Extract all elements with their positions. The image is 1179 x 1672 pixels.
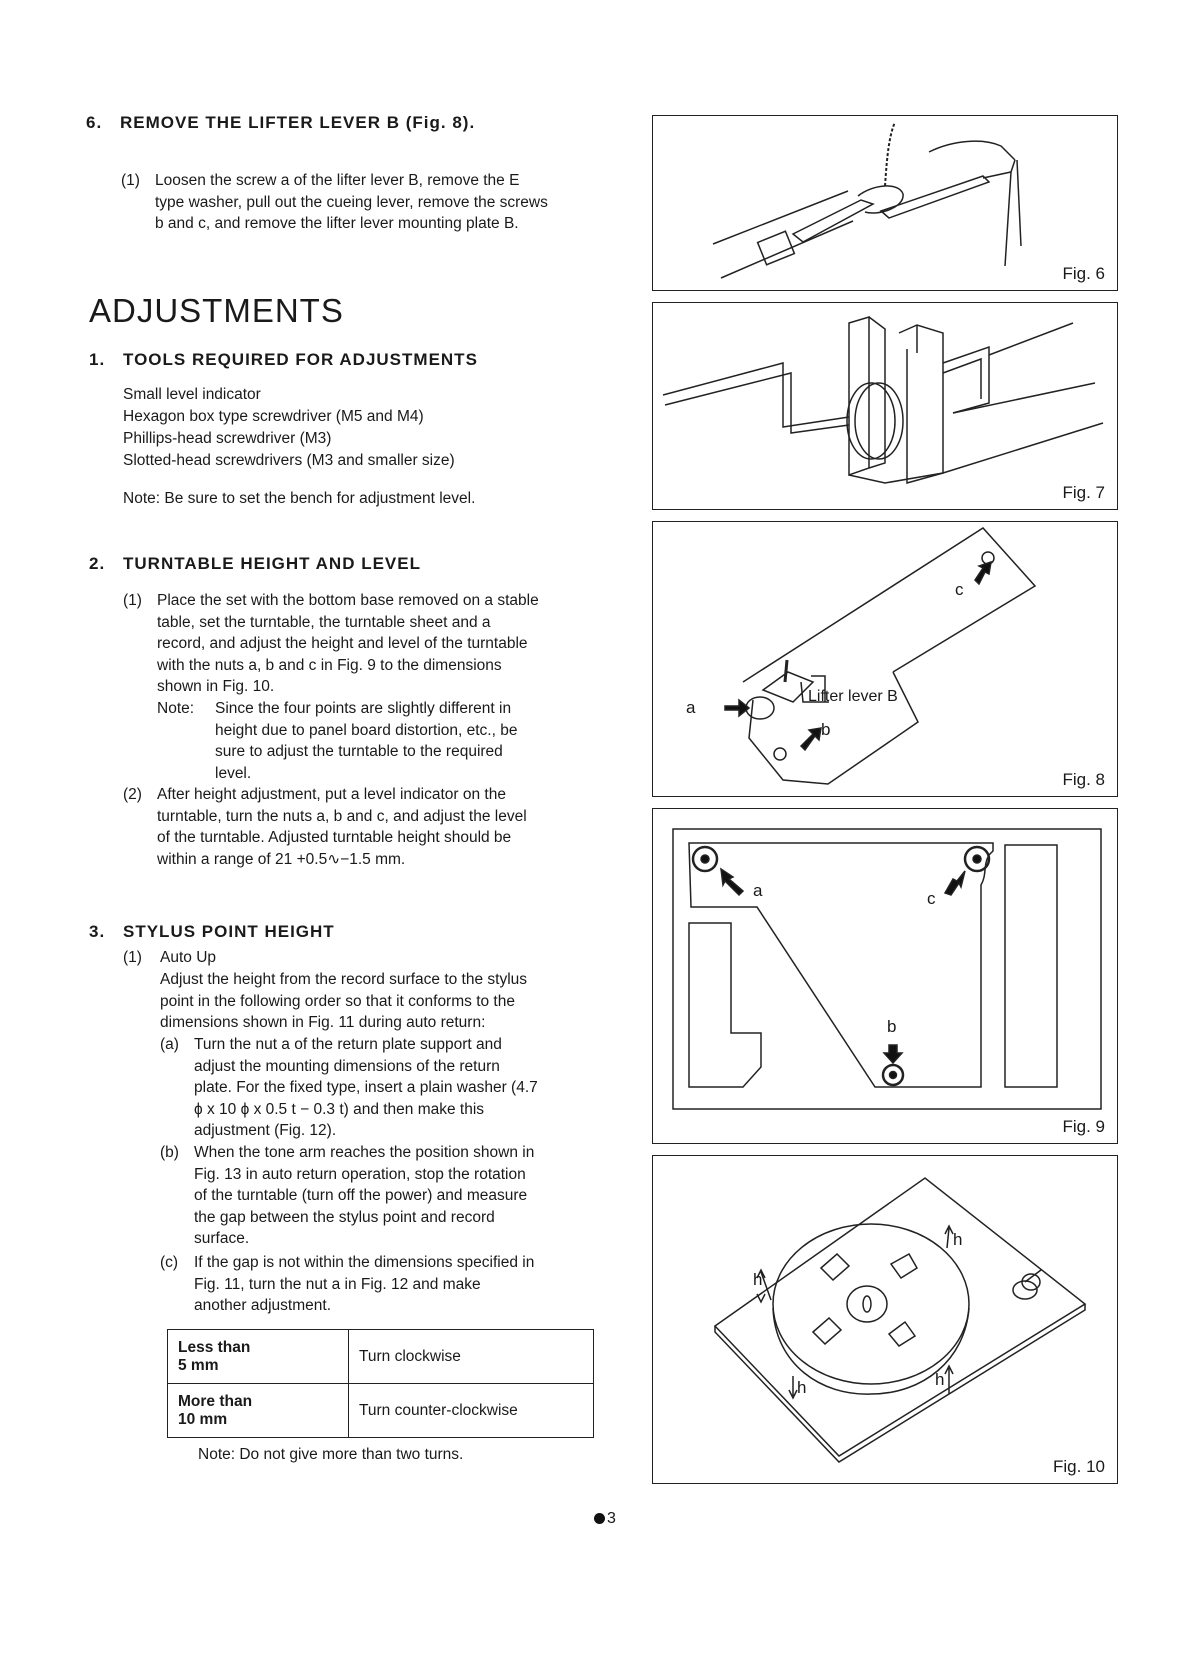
- page-number: [594, 1510, 616, 1528]
- condition-line: Less than: [178, 1338, 251, 1356]
- table-row: [168, 1330, 594, 1384]
- text-line: the gap between the stylus point and record: [194, 1208, 495, 1226]
- fig10-h-label: h: [797, 1378, 807, 1397]
- text-line: Fig. 11, turn the nut a in Fig. 12 and make: [194, 1275, 481, 1293]
- figure-8: [652, 521, 1118, 797]
- sec3-a-text: [194, 1034, 592, 1142]
- fig9-arrow-b: [884, 1045, 902, 1063]
- fig8-label-b: b: [821, 720, 831, 739]
- text-line: another adjustment.: [194, 1297, 332, 1314]
- table-cell-action: Turn counter-clockwise: [349, 1384, 594, 1438]
- text-line: table, set the turntable, the turntable sheet and a: [157, 613, 491, 631]
- sec3-item1-title: Auto Up: [160, 949, 217, 966]
- tool-item: Small level indicator: [123, 386, 261, 403]
- step6-number: 6.: [86, 113, 103, 132]
- fig6-label: Fig. 6: [1062, 264, 1105, 283]
- text-line: level.: [215, 764, 252, 782]
- text-line: Loosen the screw a of the lifter lever B, remove the E: [155, 172, 520, 189]
- step6-item-label: (1): [121, 172, 140, 189]
- text-line: dimensions shown in Fig. 11 during auto return:: [160, 1014, 486, 1031]
- tool-item: Slotted-head screwdrivers (M3 and smaller size): [123, 452, 455, 469]
- text-line: When the tone arm reaches the position shown in: [194, 1144, 535, 1161]
- text-line: record, and adjust the height and level of the turntable: [157, 635, 528, 652]
- fig9-label: Fig. 9: [1062, 1117, 1105, 1136]
- tool-item: Phillips-head screwdriver (M3): [123, 430, 332, 447]
- text-line: within a range of 21 +0.5∿−1.5 mm.: [157, 850, 406, 868]
- fig8-label-c: c: [955, 580, 964, 599]
- tool-item: Hexagon box type screwdriver (M5 and M4): [123, 408, 424, 425]
- fig10-h-label: h: [753, 1270, 763, 1289]
- table-cell-condition: [168, 1384, 349, 1438]
- text-line: turntable, turn the nuts a, b and c, and adjust the level: [157, 807, 527, 825]
- step6-title: REMOVE THE LIFTER LEVER B (Fig. 8).: [120, 113, 476, 132]
- fig8-drawing: [653, 522, 1119, 798]
- fig9-nut-a: [693, 847, 717, 871]
- figure-7: [652, 302, 1118, 510]
- sec3-title: STYLUS POINT HEIGHT: [123, 922, 335, 941]
- sec3-a-label: (a): [160, 1036, 179, 1053]
- text-line: with the nuts a, b and c in Fig. 9 to the dimensions: [157, 656, 502, 674]
- text-line: adjust the mounting dimensions of the return: [194, 1057, 500, 1075]
- text-line: sure to adjust the turntable to the required: [215, 743, 503, 760]
- text-line: shown in Fig. 10.: [157, 678, 275, 695]
- text-line: Since the four points are slightly different in: [215, 700, 512, 717]
- table-row: [168, 1384, 594, 1438]
- tools-list: [123, 384, 583, 472]
- sec3-number: 3.: [89, 922, 106, 941]
- text-line: ϕ x 10 ϕ x 0.5 t − 0.3 t) and then make this: [194, 1100, 485, 1118]
- fig6-drawing: [653, 116, 1119, 292]
- text-line: of the turntable (turn off the power) and measure: [194, 1187, 528, 1204]
- sec2-note-text: [215, 698, 589, 784]
- fig10-slot: [813, 1318, 841, 1344]
- fig9-label-a: a: [753, 881, 763, 900]
- fig9-drawing: [653, 809, 1119, 1145]
- sec1-number: 1.: [89, 350, 106, 369]
- fig8-arrow-b: [801, 728, 821, 750]
- text-line: If the gap is not within the dimensions specified in: [194, 1254, 535, 1271]
- text-line: Place the set with the bottom base removed on a stable: [157, 592, 539, 609]
- figure-9: [652, 808, 1118, 1144]
- sec3-b-label: (b): [160, 1144, 179, 1161]
- fig10-drawing: [653, 1156, 1119, 1485]
- fig8-arrow-a: [725, 700, 749, 716]
- condition-line: 10 mm: [178, 1410, 228, 1428]
- step6-heading: [86, 113, 475, 133]
- sec3-intro: [160, 969, 592, 1034]
- text-line: adjustment (Fig. 12).: [194, 1122, 337, 1139]
- page-number-text: 3: [607, 1510, 616, 1527]
- fig10-slot: [891, 1254, 917, 1278]
- sec3-c-label: (c): [160, 1254, 179, 1271]
- table-cell-action: Turn clockwise: [349, 1330, 594, 1384]
- sec2-item1-text: [157, 590, 589, 698]
- sec2-number: 2.: [89, 554, 106, 573]
- sec3-b-text: [194, 1142, 592, 1250]
- fig10-label: Fig. 10: [1053, 1457, 1105, 1476]
- fig10-knob: [1013, 1270, 1041, 1299]
- fig9-nut-b: [883, 1065, 903, 1085]
- fig7-label: Fig. 7: [1062, 483, 1105, 502]
- fig9-arrow-a: [721, 869, 743, 895]
- adjustments-title: ADJUSTMENTS: [89, 292, 344, 329]
- fig10-h-label: h: [935, 1370, 945, 1389]
- bullet-icon: [594, 1513, 605, 1524]
- fig9-label-b: b: [887, 1017, 897, 1036]
- fig9-nut-c: [965, 847, 989, 871]
- sec1-heading: [89, 350, 478, 370]
- adjustment-table: [167, 1329, 594, 1438]
- sec2-heading: [89, 554, 421, 574]
- sec2-item2-text: [157, 784, 589, 870]
- figure-10: [652, 1155, 1118, 1484]
- fig10-slot: [889, 1322, 915, 1346]
- condition-line: More than: [178, 1392, 253, 1410]
- text-line: height due to panel board distortion, etc., be: [215, 721, 518, 739]
- fig9-label-c: c: [927, 889, 936, 908]
- sec3-note: Note: Do not give more than two turns.: [198, 1446, 464, 1463]
- sec2-title: TURNTABLE HEIGHT AND LEVEL: [123, 554, 421, 573]
- fig9-arrow-c: [945, 871, 965, 895]
- sec1-note: Note: Be sure to set the bench for adjustment level.: [123, 490, 476, 507]
- text-line: of the turntable. Adjusted turntable height should be: [157, 829, 512, 846]
- figure-6: [652, 115, 1118, 291]
- sec2-item2-label: (2): [123, 786, 142, 803]
- step6-item-text: [155, 170, 587, 235]
- table-cell-condition: [168, 1330, 349, 1384]
- text-line: plate. For the fixed type, insert a plain washer (4.7: [194, 1079, 538, 1096]
- fig8-arrow-c: [975, 562, 991, 584]
- sec3-c-text: [194, 1252, 592, 1317]
- text-line: Turn the nut a of the return plate support and: [194, 1036, 502, 1053]
- sec2-item1-label: (1): [123, 592, 142, 609]
- text-line: point in the following order so that it conforms to the: [160, 992, 515, 1010]
- fig10-h-label: h: [953, 1230, 963, 1249]
- fig8-lifter-label: Lifter lever B: [808, 688, 898, 705]
- sec3-heading: [89, 922, 335, 942]
- text-line: type washer, pull out the cueing lever, remove the screws: [155, 193, 548, 211]
- fig8-label: Fig. 8: [1062, 770, 1105, 789]
- text-line: surface.: [194, 1230, 250, 1247]
- text-line: b and c, and remove the lifter lever mounting plate B.: [155, 215, 519, 232]
- sec1-title: TOOLS REQUIRED FOR ADJUSTMENTS: [123, 350, 478, 369]
- fig10-slot: [821, 1254, 849, 1280]
- fig7-drawing: [653, 303, 1119, 511]
- text-line: Adjust the height from the record surface to the stylus: [160, 971, 528, 988]
- condition-line: 5 mm: [178, 1356, 219, 1374]
- sec2-note-label: Note:: [157, 700, 195, 717]
- sec3-item1-label: (1): [123, 949, 142, 966]
- fig8-label-a: a: [686, 698, 696, 717]
- text-line: Fig. 13 in auto return operation, stop the rotation: [194, 1165, 526, 1183]
- text-line: After height adjustment, put a level indicator on the: [157, 786, 506, 803]
